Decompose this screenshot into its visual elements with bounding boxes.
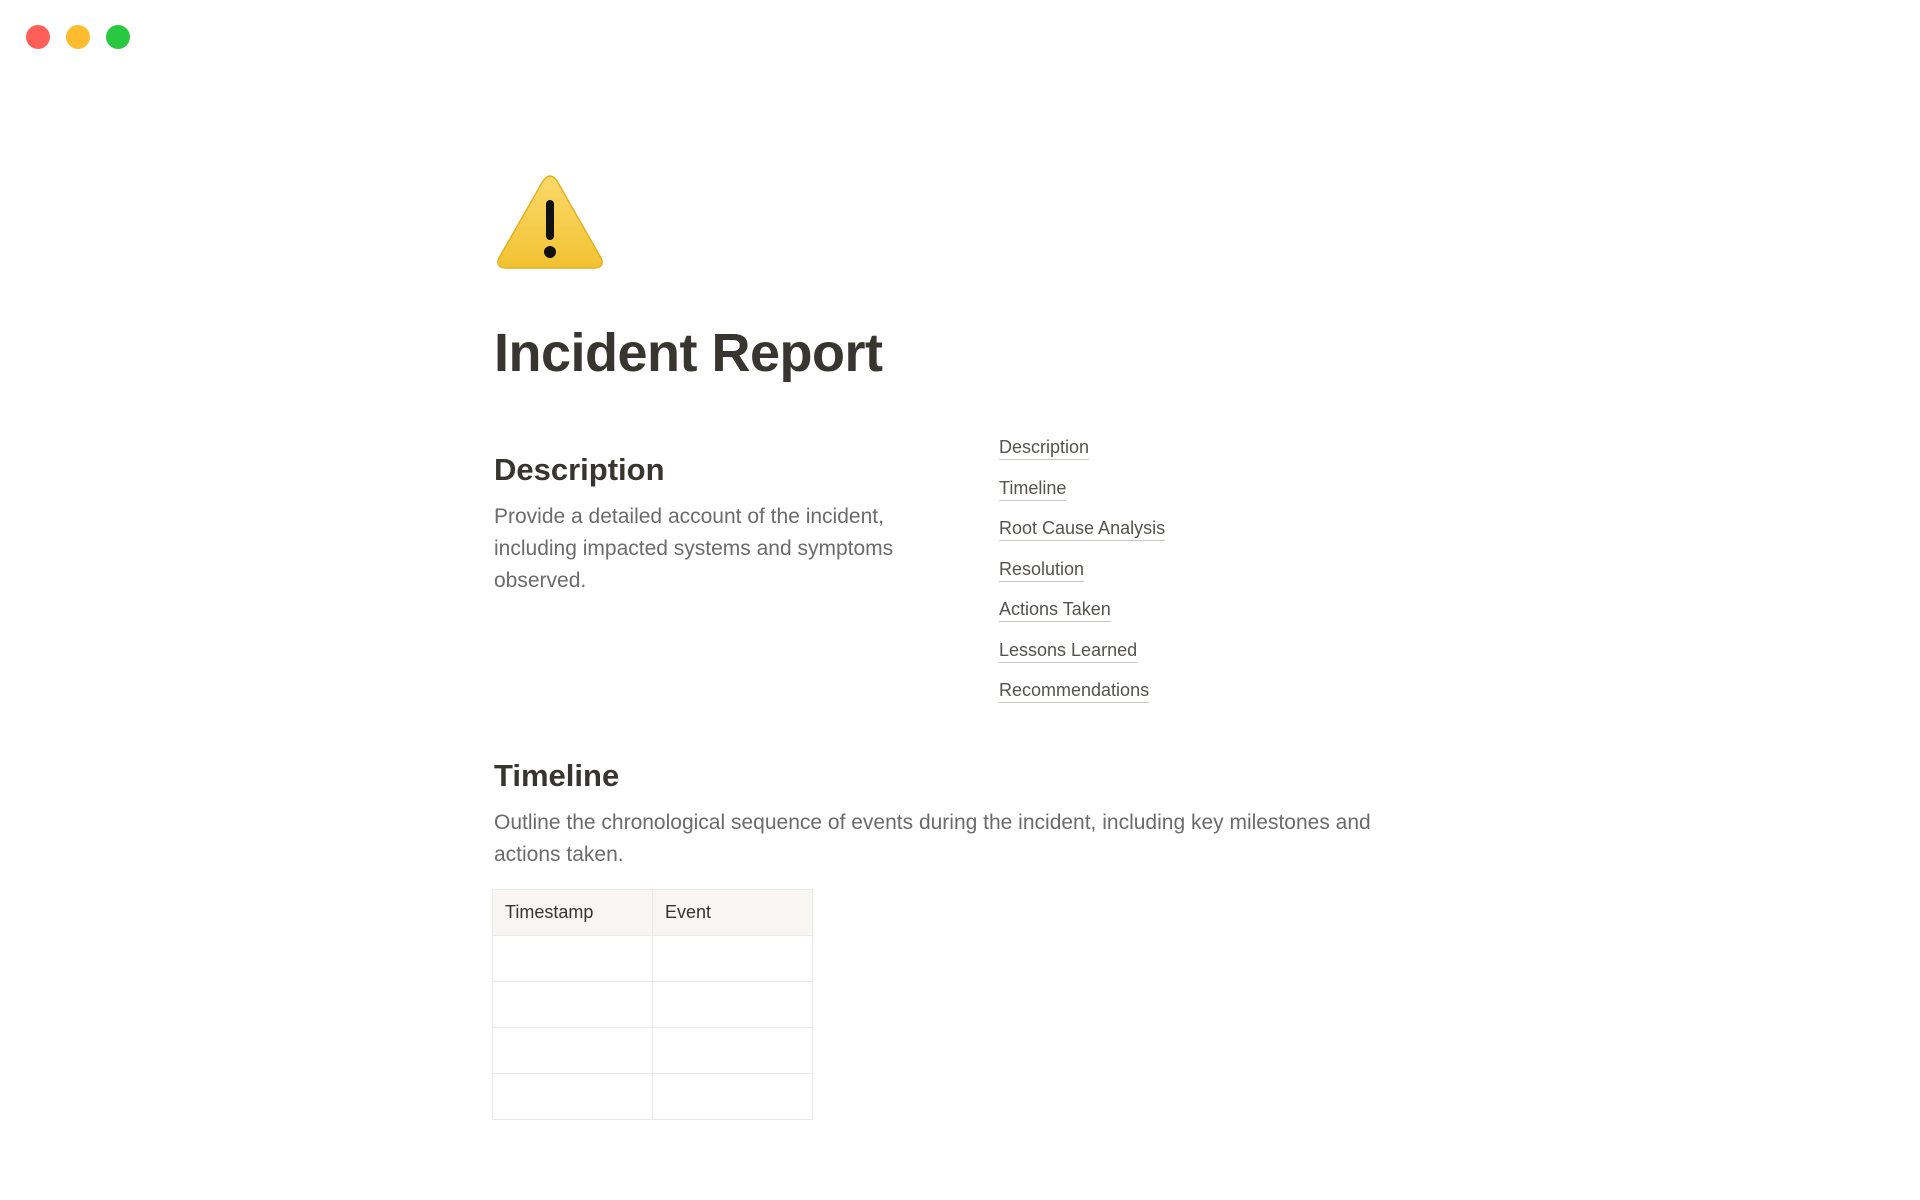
event-cell[interactable]: [653, 1074, 813, 1120]
toc-link-label: Actions Taken: [999, 599, 1111, 622]
timeline-section: [494, 758, 1434, 1120]
timestamp-cell[interactable]: [493, 982, 653, 1028]
minimize-window-button[interactable]: [66, 25, 90, 49]
toc-link-label: Lessons Learned: [999, 640, 1137, 663]
toc-link-label: Timeline: [999, 478, 1066, 501]
toc-link-resolution[interactable]: [999, 554, 1165, 595]
toc-link-label: Description: [999, 437, 1089, 460]
window-controls: [26, 25, 130, 49]
column-header-event[interactable]: Event: [653, 890, 813, 936]
column-header-timestamp[interactable]: Timestamp: [493, 890, 653, 936]
close-window-button[interactable]: [26, 25, 50, 49]
event-cell[interactable]: [653, 936, 813, 982]
toc-link-lessons-learned[interactable]: [999, 635, 1165, 676]
toc-link-root-cause-analysis[interactable]: [999, 513, 1165, 554]
toc-link-label: Root Cause Analysis: [999, 518, 1165, 541]
description-text[interactable]: Provide a detailed account of the incident, including impacted systems and symptoms observed.: [494, 505, 894, 592]
table-row: [493, 936, 813, 982]
timestamp-cell[interactable]: [493, 936, 653, 982]
table-row: [493, 1074, 813, 1120]
table-of-contents: [999, 432, 1165, 716]
table-row: [493, 1028, 813, 1074]
description-section: [494, 452, 954, 597]
page-title[interactable]: Incident Report: [494, 323, 883, 383]
event-cell[interactable]: [653, 1028, 813, 1074]
timestamp-cell[interactable]: [493, 1074, 653, 1120]
toc-link-recommendations[interactable]: [999, 675, 1165, 716]
table-header-row: [493, 890, 813, 936]
table-row: [493, 982, 813, 1028]
toc-link-timeline[interactable]: [999, 473, 1165, 514]
timeline-text[interactable]: Outline the chronological sequence of events during the incident, including key milestones and actions taken.: [494, 811, 1371, 866]
toc-link-label: Resolution: [999, 559, 1084, 582]
timeline-heading[interactable]: Timeline: [494, 758, 620, 793]
maximize-window-button[interactable]: [106, 25, 130, 49]
toc-link-description[interactable]: [999, 432, 1165, 473]
toc-link-label: Recommendations: [999, 680, 1149, 703]
timestamp-cell[interactable]: [493, 1028, 653, 1074]
timeline-table: [492, 889, 813, 1120]
description-heading[interactable]: Description: [494, 452, 665, 487]
warning-icon[interactable]: [494, 170, 606, 270]
event-cell[interactable]: [653, 982, 813, 1028]
toc-link-actions-taken[interactable]: [999, 594, 1165, 635]
